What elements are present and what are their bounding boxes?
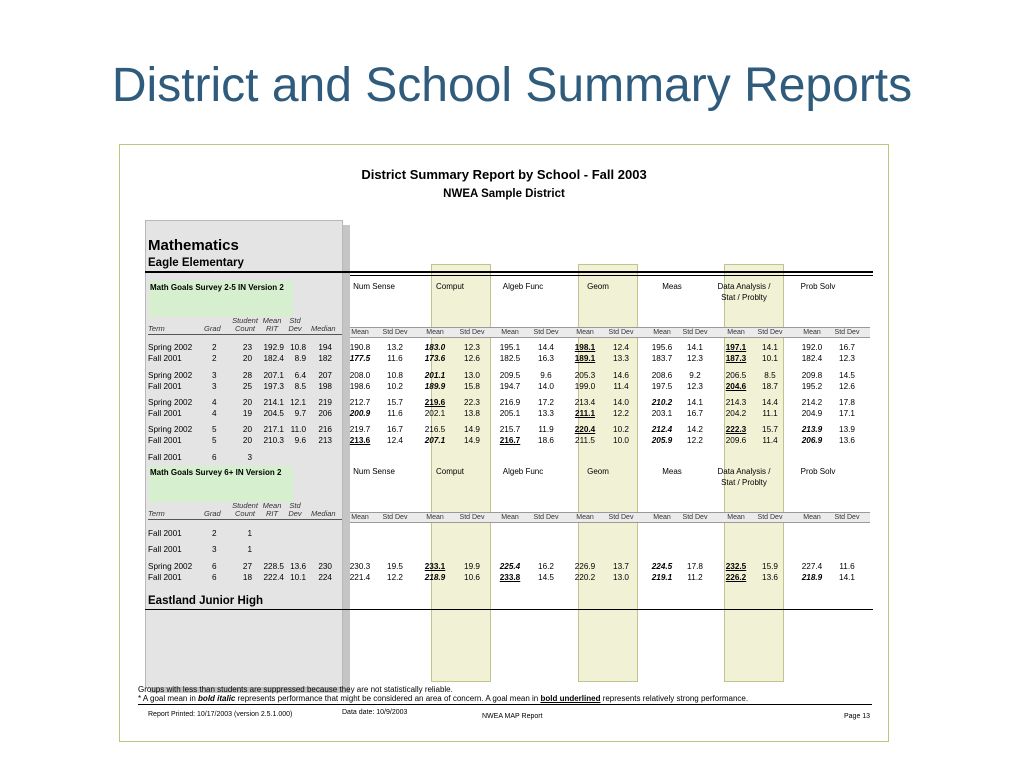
goal-sd-cell: 17.1 [839, 409, 855, 418]
goal-mean-cell: 219.1 [651, 573, 673, 582]
subject-header: Comput [435, 282, 464, 291]
goal-sd-cell: 11.6 [839, 562, 855, 571]
col-grade: Grad [204, 324, 221, 333]
goal-sd-cell: 17.8 [839, 398, 855, 407]
row-term: Fall 2001 [148, 354, 182, 363]
goal-mean-cell: 202.1 [424, 409, 446, 418]
sub-sd-label: Std Dev [533, 329, 559, 336]
goal-sd-cell: 10.1 [762, 354, 778, 363]
row-term: Fall 2001 [148, 453, 182, 462]
row-count: 25 [242, 382, 252, 391]
row-term: Spring 2002 [148, 398, 193, 407]
goal-sd-cell: 19.5 [387, 562, 403, 571]
survey-label: Math Goals Survey 2-5 IN Version 2 [150, 283, 284, 292]
sub-sd-label: Std Dev [757, 514, 783, 521]
goal-sd-cell: 13.0 [464, 371, 480, 380]
report-subtitle: NWEA Sample District [443, 188, 565, 200]
subject-header: Algeb Func [502, 467, 544, 476]
page-number: Page 13 [844, 713, 871, 720]
subject-header: Meas [662, 467, 682, 476]
goal-mean-cell: 189.1 [574, 354, 596, 363]
row-grade: 5 [212, 425, 217, 434]
goal-sd-cell: 12.2 [687, 436, 703, 445]
goal-sd-cell: 9.2 [689, 371, 701, 380]
row-grade: 2 [212, 529, 217, 538]
goal-mean-cell: 219.6 [424, 398, 446, 407]
goal-mean-cell: 183.0 [424, 343, 446, 352]
row-grade: 4 [212, 398, 217, 407]
goal-sd-cell: 14.0 [538, 382, 554, 391]
goal-mean-cell: 204.2 [725, 409, 747, 418]
subject-header: Geom [587, 282, 609, 291]
row-std-dev: 10.1 [290, 573, 306, 582]
goal-mean-cell: 197.5 [651, 382, 673, 391]
row-count: 23 [242, 343, 252, 352]
goal-mean-cell: 197.1 [725, 343, 747, 352]
report-printed: Report Printed: 10/17/2003 (version 2.5.1.000) [148, 711, 293, 718]
row-term: Fall 2001 [148, 529, 182, 538]
row-term: Spring 2002 [148, 343, 193, 352]
row-mean-rit: 197.3 [263, 382, 284, 391]
row-std-dev: 11.0 [290, 425, 306, 434]
subject-heading: Mathematics [148, 237, 239, 254]
goal-sd-cell: 13.6 [762, 573, 778, 582]
goal-mean-cell: 195.6 [651, 343, 673, 352]
goal-sd-cell: 12.3 [687, 382, 703, 391]
goal-sd-cell: 15.8 [464, 382, 480, 391]
goal-sd-cell: 16.3 [538, 354, 554, 363]
goal-mean-cell: 225.4 [499, 562, 521, 571]
row-grade: 3 [212, 382, 217, 391]
goal-sd-cell: 13.9 [839, 425, 855, 434]
slide-title: District and School Summary Reports [111, 59, 913, 112]
goal-mean-cell: 227.4 [801, 562, 823, 571]
sub-mean-label: Mean [653, 329, 671, 336]
school2-rule [145, 609, 873, 610]
col-mean-rit: Mean RIT [262, 501, 282, 518]
goal-mean-cell: 205.9 [651, 436, 673, 445]
col-count: Student Count [232, 501, 258, 518]
col-term: Term [148, 509, 165, 518]
subject-header: Prob Solv [800, 467, 836, 476]
row-median: 213 [318, 436, 332, 445]
goal-mean-cell: 219.7 [349, 425, 371, 434]
goal-mean-cell: 192.0 [801, 343, 823, 352]
row-std-dev: 9.6 [294, 436, 306, 445]
goal-sd-cell: 11.9 [538, 425, 554, 434]
row-grade: 5 [212, 436, 217, 445]
subject-header: Comput [435, 467, 464, 476]
goal-sd-cell: 12.4 [613, 343, 629, 352]
goal-mean-cell: 206.9 [801, 436, 823, 445]
subject-header: Data Analysis / Stat / Problty [717, 467, 771, 487]
col-term: Term [148, 324, 165, 333]
row-count: 1 [247, 545, 252, 554]
row-std-dev: 12.1 [290, 398, 306, 407]
row-median: 206 [318, 409, 332, 418]
goal-mean-cell: 204.6 [725, 382, 747, 391]
row-count: 20 [242, 436, 252, 445]
sub-mean-label: Mean [501, 329, 519, 336]
goal-sd-cell: 14.5 [839, 371, 855, 380]
goal-sd-cell: 16.2 [538, 562, 554, 571]
goal-sd-cell: 11.6 [387, 354, 403, 363]
goal-sd-cell: 11.2 [687, 573, 703, 582]
sub-mean-label: Mean [727, 329, 745, 336]
goal-sd-cell: 16.7 [387, 425, 403, 434]
footnote-suppression: Groups with less than students are suppressed because they are not statistically reliable. [138, 685, 453, 694]
goal-sd-cell: 14.9 [464, 436, 480, 445]
subgroup-header-strip [350, 327, 870, 338]
row-grade: 3 [212, 371, 217, 380]
footnote-legend: * A goal mean in bold italic represents performance that might be considered an area of concern. A goal mean in bold underlined represents relatively strong performance. [138, 694, 749, 703]
goal-mean-cell: 198.6 [349, 382, 371, 391]
goal-mean-cell: 194.7 [499, 382, 521, 391]
sub-sd-label: Std Dev [682, 514, 708, 521]
sub-mean-label: Mean [576, 514, 594, 521]
goal-sd-cell: 12.6 [464, 354, 480, 363]
goal-mean-cell: 218.9 [424, 573, 446, 582]
row-std-dev: 8.5 [294, 382, 306, 391]
goal-sd-cell: 11.6 [387, 409, 403, 418]
data-date: Data date: 10/9/2003 [342, 709, 408, 716]
goal-mean-cell: 204.9 [801, 409, 823, 418]
sub-sd-label: Std Dev [382, 329, 408, 336]
goal-sd-cell: 11.4 [762, 436, 778, 445]
goal-sd-cell: 14.5 [538, 573, 554, 582]
goal-sd-cell: 13.3 [613, 354, 629, 363]
sub-mean-label: Mean [501, 514, 519, 521]
goal-sd-cell: 13.7 [613, 562, 629, 571]
goal-mean-cell: 233.1 [424, 562, 446, 571]
row-median: 224 [318, 573, 332, 582]
col-std-dev: Std Dev [288, 501, 302, 518]
top-rule [145, 271, 873, 273]
col-mean-rit: Mean RIT [262, 316, 282, 333]
goal-mean-cell: 195.1 [499, 343, 521, 352]
goal-sd-cell: 14.9 [464, 425, 480, 434]
goal-sd-cell: 14.0 [613, 398, 629, 407]
goal-sd-cell: 13.0 [613, 573, 629, 582]
goal-mean-cell: 224.5 [651, 562, 673, 571]
row-median: 194 [318, 343, 332, 352]
goal-mean-cell: 216.9 [499, 398, 521, 407]
sub-mean-label: Mean [351, 514, 369, 521]
goal-mean-cell: 198.1 [574, 343, 596, 352]
goal-mean-cell: 215.7 [499, 425, 521, 434]
goal-mean-cell: 214.3 [725, 398, 747, 407]
goal-mean-cell: 177.5 [349, 354, 371, 363]
report-page [119, 144, 889, 742]
row-count: 20 [242, 354, 252, 363]
goal-sd-cell: 18.6 [538, 436, 554, 445]
goal-sd-cell: 22.3 [464, 398, 480, 407]
report-title: District Summary Report by School - Fall 2003 [361, 167, 647, 182]
goal-sd-cell: 15.7 [762, 425, 778, 434]
row-std-dev: 13.6 [290, 562, 306, 571]
sub-sd-label: Std Dev [757, 329, 783, 336]
goal-mean-cell: 200.9 [349, 409, 371, 418]
goal-mean-cell: 213.6 [349, 436, 371, 445]
goal-sd-cell: 12.2 [613, 409, 629, 418]
row-term: Spring 2002 [148, 562, 193, 571]
goal-mean-cell: 182.4 [801, 354, 823, 363]
row-median: 230 [318, 562, 332, 571]
goal-mean-cell: 220.2 [574, 573, 596, 582]
sub-sd-label: Std Dev [682, 329, 708, 336]
goal-mean-cell: 190.8 [349, 343, 371, 352]
school-name-1: Eagle Elementary [148, 257, 244, 269]
row-mean-rit: 204.5 [263, 409, 284, 418]
goal-mean-cell: 213.9 [801, 425, 823, 434]
goal-mean-cell: 226.2 [725, 573, 747, 582]
goal-mean-cell: 173.6 [424, 354, 446, 363]
goal-sd-cell: 13.8 [464, 409, 480, 418]
goal-mean-cell: 230.3 [349, 562, 371, 571]
goal-mean-cell: 216.5 [424, 425, 446, 434]
goal-sd-cell: 14.4 [762, 398, 778, 407]
stat-header-rule [148, 519, 342, 520]
subject-header: Prob Solv [800, 282, 836, 291]
goal-sd-cell: 14.6 [613, 371, 629, 380]
goal-mean-cell: 216.7 [499, 436, 521, 445]
sub-sd-label: Std Dev [459, 514, 485, 521]
sub-mean-label: Mean [426, 514, 444, 521]
row-grade: 4 [212, 409, 217, 418]
goal-mean-cell: 221.4 [349, 573, 371, 582]
col-grade: Grad [204, 509, 221, 518]
goal-sd-cell: 11.4 [613, 382, 629, 391]
goal-mean-cell: 209.5 [499, 371, 521, 380]
goal-mean-cell: 203.1 [651, 409, 673, 418]
goal-sd-cell: 15.9 [762, 562, 778, 571]
row-median: 219 [318, 398, 332, 407]
goal-mean-cell: 205.3 [574, 371, 596, 380]
goal-mean-cell: 183.7 [651, 354, 673, 363]
goal-sd-cell: 17.2 [538, 398, 554, 407]
sub-mean-label: Mean [653, 514, 671, 521]
row-mean-rit: 217.1 [263, 425, 284, 434]
sub-sd-label: Std Dev [834, 329, 860, 336]
goal-sd-cell: 10.2 [613, 425, 629, 434]
goal-sd-cell: 12.3 [687, 354, 703, 363]
goal-sd-cell: 10.0 [613, 436, 629, 445]
row-grade: 2 [212, 354, 217, 363]
goal-mean-cell: 232.5 [725, 562, 747, 571]
subject-header: Algeb Func [502, 282, 544, 291]
row-median: 207 [318, 371, 332, 380]
goal-mean-cell: 208.6 [651, 371, 673, 380]
top-rule-thin [350, 275, 873, 276]
goal-mean-cell: 208.0 [349, 371, 371, 380]
sub-mean-label: Mean [351, 329, 369, 336]
goal-mean-cell: 210.2 [651, 398, 673, 407]
subject-header: Meas [662, 282, 682, 291]
goal-mean-cell: 226.9 [574, 562, 596, 571]
goal-sd-cell: 18.7 [762, 382, 778, 391]
row-median: 216 [318, 425, 332, 434]
goal-mean-cell: 220.4 [574, 425, 596, 434]
goal-sd-cell: 13.3 [538, 409, 554, 418]
goal-mean-cell: 201.1 [424, 371, 446, 380]
row-mean-rit: 182.4 [263, 354, 284, 363]
goal-mean-cell: 211.5 [575, 436, 595, 445]
goal-sd-cell: 16.7 [839, 343, 855, 352]
row-term: Fall 2001 [148, 545, 182, 554]
row-std-dev: 10.8 [290, 343, 306, 352]
goal-sd-cell: 14.1 [687, 343, 703, 352]
footer-rule [138, 704, 872, 705]
sub-mean-label: Mean [803, 329, 821, 336]
goal-sd-cell: 14.4 [538, 343, 554, 352]
goal-sd-cell: 19.9 [464, 562, 480, 571]
goal-sd-cell: 8.5 [764, 371, 776, 380]
row-mean-rit: 222.4 [263, 573, 284, 582]
sub-mean-label: Mean [727, 514, 745, 521]
subgroup-header-strip [350, 512, 870, 523]
goal-sd-cell: 12.2 [387, 573, 403, 582]
goal-sd-cell: 12.6 [839, 382, 855, 391]
sub-sd-label: Std Dev [834, 514, 860, 521]
row-term: Fall 2001 [148, 382, 182, 391]
sub-sd-label: Std Dev [533, 514, 559, 521]
row-grade: 2 [212, 343, 217, 352]
sub-mean-label: Mean [803, 514, 821, 521]
goal-sd-cell: 9.6 [540, 371, 552, 380]
col-count: Student Count [232, 316, 258, 333]
row-median: 198 [318, 382, 332, 391]
goal-sd-cell: 13.6 [839, 436, 855, 445]
subject-header: Data Analysis / Stat / Problty [717, 282, 771, 302]
goal-mean-cell: 209.8 [801, 371, 823, 380]
goal-mean-cell: 218.9 [801, 573, 823, 582]
stat-header-rule [148, 334, 342, 335]
goal-mean-cell: 206.5 [725, 371, 747, 380]
goal-sd-cell: 10.8 [387, 371, 403, 380]
row-grade: 3 [212, 545, 217, 554]
row-mean-rit: 228.5 [263, 562, 284, 571]
goal-mean-cell: 205.1 [499, 409, 521, 418]
goal-sd-cell: 13.2 [387, 343, 403, 352]
row-mean-rit: 192.9 [263, 343, 284, 352]
row-mean-rit: 210.3 [263, 436, 284, 445]
row-grade: 6 [212, 562, 217, 571]
goal-mean-cell: 233.8 [499, 573, 521, 582]
goal-mean-cell: 189.9 [424, 382, 446, 391]
goal-mean-cell: 182.5 [499, 354, 521, 363]
row-std-dev: 8.9 [294, 354, 306, 363]
row-mean-rit: 214.1 [263, 398, 284, 407]
row-term: Spring 2002 [148, 425, 193, 434]
goal-mean-cell: 212.4 [651, 425, 673, 434]
goal-sd-cell: 14.1 [762, 343, 778, 352]
row-count: 20 [242, 398, 252, 407]
row-grade: 6 [212, 573, 217, 582]
goal-mean-cell: 209.6 [725, 436, 747, 445]
row-median: 182 [318, 354, 332, 363]
sub-sd-label: Std Dev [382, 514, 408, 521]
sub-mean-label: Mean [576, 329, 594, 336]
goal-mean-cell: 207.1 [424, 436, 446, 445]
row-count: 19 [242, 409, 252, 418]
goal-sd-cell: 17.8 [687, 562, 703, 571]
goal-sd-cell: 14.1 [839, 573, 855, 582]
col-median: Median [311, 324, 336, 333]
goal-mean-cell: 211.1 [574, 409, 596, 418]
report-name: NWEA MAP Report [482, 713, 543, 720]
row-std-dev: 6.4 [294, 371, 306, 380]
row-count: 20 [242, 425, 252, 434]
row-count: 1 [247, 529, 252, 538]
sub-sd-label: Std Dev [608, 514, 634, 521]
goal-mean-cell: 222.3 [725, 425, 747, 434]
goal-sd-cell: 12.3 [464, 343, 480, 352]
goal-mean-cell: 199.0 [574, 382, 596, 391]
sub-sd-label: Std Dev [608, 329, 634, 336]
subject-header: Num Sense [353, 282, 395, 291]
row-count: 28 [242, 371, 252, 380]
goal-mean-cell: 212.7 [349, 398, 371, 407]
subject-header: Num Sense [353, 467, 395, 476]
goal-mean-cell: 187.3 [725, 354, 747, 363]
subject-header: Geom [587, 467, 609, 476]
row-count: 27 [242, 562, 252, 571]
row-std-dev: 9.7 [294, 409, 306, 418]
sub-sd-label: Std Dev [459, 329, 485, 336]
row-mean-rit: 207.1 [263, 371, 284, 380]
goal-sd-cell: 12.3 [839, 354, 855, 363]
goal-sd-cell: 10.2 [387, 382, 403, 391]
goal-sd-cell: 10.6 [464, 573, 480, 582]
row-term: Fall 2001 [148, 436, 182, 445]
goal-sd-cell: 14.1 [687, 398, 703, 407]
goal-sd-cell: 16.7 [687, 409, 703, 418]
survey-label: Math Goals Survey 6+ IN Version 2 [150, 468, 282, 477]
school-name-2: Eastland Junior High [148, 595, 264, 607]
goal-mean-cell: 195.2 [801, 382, 823, 391]
row-term: Spring 2002 [148, 371, 193, 380]
row-grade: 6 [212, 453, 217, 462]
row-term: Fall 2001 [148, 409, 182, 418]
goal-sd-cell: 11.1 [762, 409, 778, 418]
sub-mean-label: Mean [426, 329, 444, 336]
row-term: Fall 2001 [148, 573, 182, 582]
goal-sd-cell: 14.2 [687, 425, 703, 434]
goal-mean-cell: 214.2 [801, 398, 823, 407]
goal-sd-cell: 12.4 [387, 436, 403, 445]
row-count: 18 [242, 573, 252, 582]
goal-sd-cell: 15.7 [387, 398, 403, 407]
goal-mean-cell: 213.4 [574, 398, 596, 407]
col-std-dev: Std Dev [288, 316, 302, 333]
col-median: Median [311, 509, 336, 518]
row-count: 3 [247, 453, 252, 462]
